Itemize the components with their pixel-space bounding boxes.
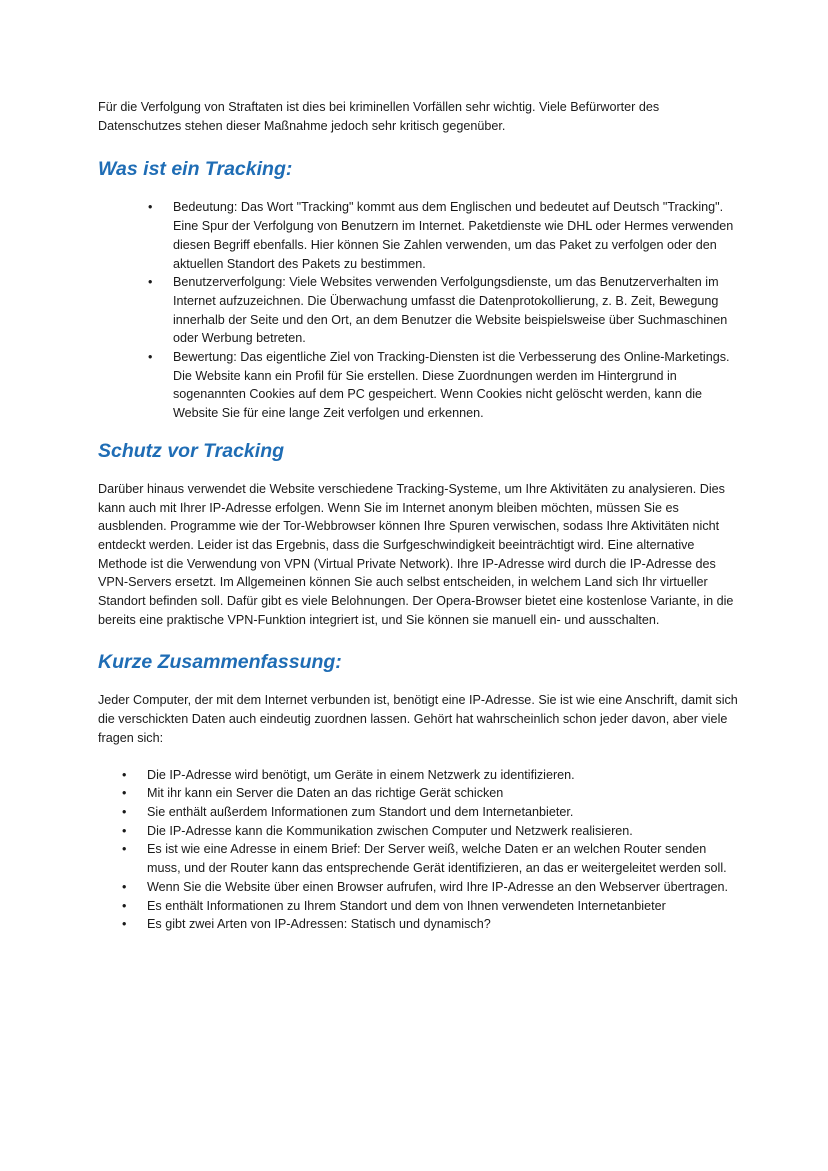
- section-heading-zusammenfassung: Kurze Zusammenfassung:: [98, 651, 342, 674]
- bullet-icon: •: [122, 804, 127, 819]
- intro-paragraph: Für die Verfolgung von Straftaten ist dies bei kriminellen Vorfällen sehr wichtig. Viele Befürworter des Datenschutzes stehen dieser Maßnahme jedoch sehr kritisch gegenüber.: [98, 100, 660, 133]
- list-item: • Es ist wie eine Adresse in einem Brief: Der Server weiß, welche Daten er an welchen Router senden muss, und der Router kann das entsprechende Gerät identifizieren, an das er weitergeleitet werden soll.: [122, 842, 727, 876]
- list-item: • Es gibt zwei Arten von IP-Adressen: Statisch und dynamisch?: [147, 915, 738, 934]
- zusammenfassung-paragraph: Jeder Computer, der mit dem Internet verbunden ist, benötigt eine IP-Adresse. Sie ist wie eine Anschrift, damit sich die verschickten Daten auch eindeutig zuordnen lassen. Gehört hat wahrscheinlich schon jeder davon, aber viele fragen sich:: [98, 693, 738, 745]
- list-item: • Es enthält Informationen zu Ihrem Standort und dem von Ihnen verwendeten Internetanbieter: [147, 897, 738, 916]
- bullet-icon: •: [148, 275, 153, 290]
- bullet-icon: •: [122, 767, 127, 782]
- section-heading-schutz: Schutz vor Tracking: [98, 439, 285, 462]
- list-item: • Die IP-Adresse wird benötigt, um Geräte in einem Netzwerk zu identifizieren.: [147, 766, 738, 785]
- list-item: • Mit ihr kann ein Server die Daten an das richtige Gerät schicken: [147, 784, 738, 803]
- section-heading-tracking: Was ist ein Tracking:: [98, 158, 293, 181]
- bullet-icon: •: [122, 917, 127, 932]
- bullet-icon: •: [122, 879, 127, 894]
- list-item: • Bewertung: Das eigentliche Ziel von Tracking-Diensten ist die Verbesserung des Online-Marketings. Die Website kann ein Profil für Sie erstellen. Diese Zuordnungen werden im Hintergrund in sogenannten Cookies auf dem PC gespeichert. Wenn Cookies nicht gelöscht werden, kann die Website Sie für eine lange Zeit verfolgen und erkennen.: [148, 350, 730, 421]
- schutz-paragraph: Darüber hinaus verwendet die Website verschiedene Tracking-Systeme, um Ihre Aktivitäten zu analysieren. Dies kann auch mit Ihrer IP-Adresse erfolgen. Wenn Sie im Internet anonym bleiben möchten, müssen Sie es ausblenden. Programme wie der Tor-Webbrowser können Ihre Spuren verwischen, sodass Ihre Aktivitäten nicht entdeckt werden. Leider ist das Ergebnis, dass die Surfgeschwindigkeit beeinträchtigt wird. Eine alternative Methode ist die Verwendung von VPN (Virtual Private Network). Ihre IP-Adresse wird durch die IP-Adresse des VPN-Servers ersetzt. Im Allgemeinen können Sie auch selbst entscheiden, in welchem Land sich Ihr virtueller Standort befinden soll. Dafür gibt es viele Belohnungen. Der Opera-Browser bietet eine kostenlose Variante, in die bereits eine praktische VPN-Funktion integriert ist, und Sie können sie manuell ein- und ausschalten.: [98, 481, 734, 627]
- tracking-bullet-list: [98, 198, 738, 422]
- document-content: [98, 98, 738, 934]
- ip-bullet-list: [98, 766, 738, 934]
- bullet-icon: •: [122, 786, 127, 801]
- list-item: • Wenn Sie die Website über einen Browser aufrufen, wird Ihre IP-Adresse an den Webserver übertragen.: [147, 878, 738, 897]
- bullet-icon: •: [148, 200, 153, 215]
- list-item: • Benutzerverfolgung: Viele Websites verwenden Verfolgungsdienste, um das Benutzerverhalten im Internet aufzuzeichnen. Die Überwachung umfasst die Datenprotokollierung, z. B. Zeit, Bewegung innerhalb der Seite und den Ort, an dem Benutzer die Website beispielsweise über Suchmaschinen oder Werbung betreten.: [148, 275, 728, 346]
- bullet-icon: •: [122, 898, 127, 913]
- bullet-icon: •: [122, 823, 127, 838]
- list-item: • Bedeutung: Das Wort "Tracking" kommt aus dem Englischen und bedeutet auf Deutsch "Tracking". Eine Spur der Verfolgung von Benutzern im Internet. Paketdienste wie DHL oder Hermes verwenden diesen Begriff ebenfalls. Hier können Sie Zahlen verwenden, um das Paket zu verfolgen oder den aktuellen Standort des Pakets zu bestimmen.: [148, 200, 734, 271]
- bullet-icon: •: [122, 842, 127, 857]
- bullet-icon: •: [148, 350, 153, 365]
- list-item: • Die IP-Adresse kann die Kommunikation zwischen Computer und Netzwerk realisieren.: [147, 822, 738, 841]
- list-item: • Sie enthält außerdem Informationen zum Standort und dem Internetanbieter.: [147, 803, 738, 822]
